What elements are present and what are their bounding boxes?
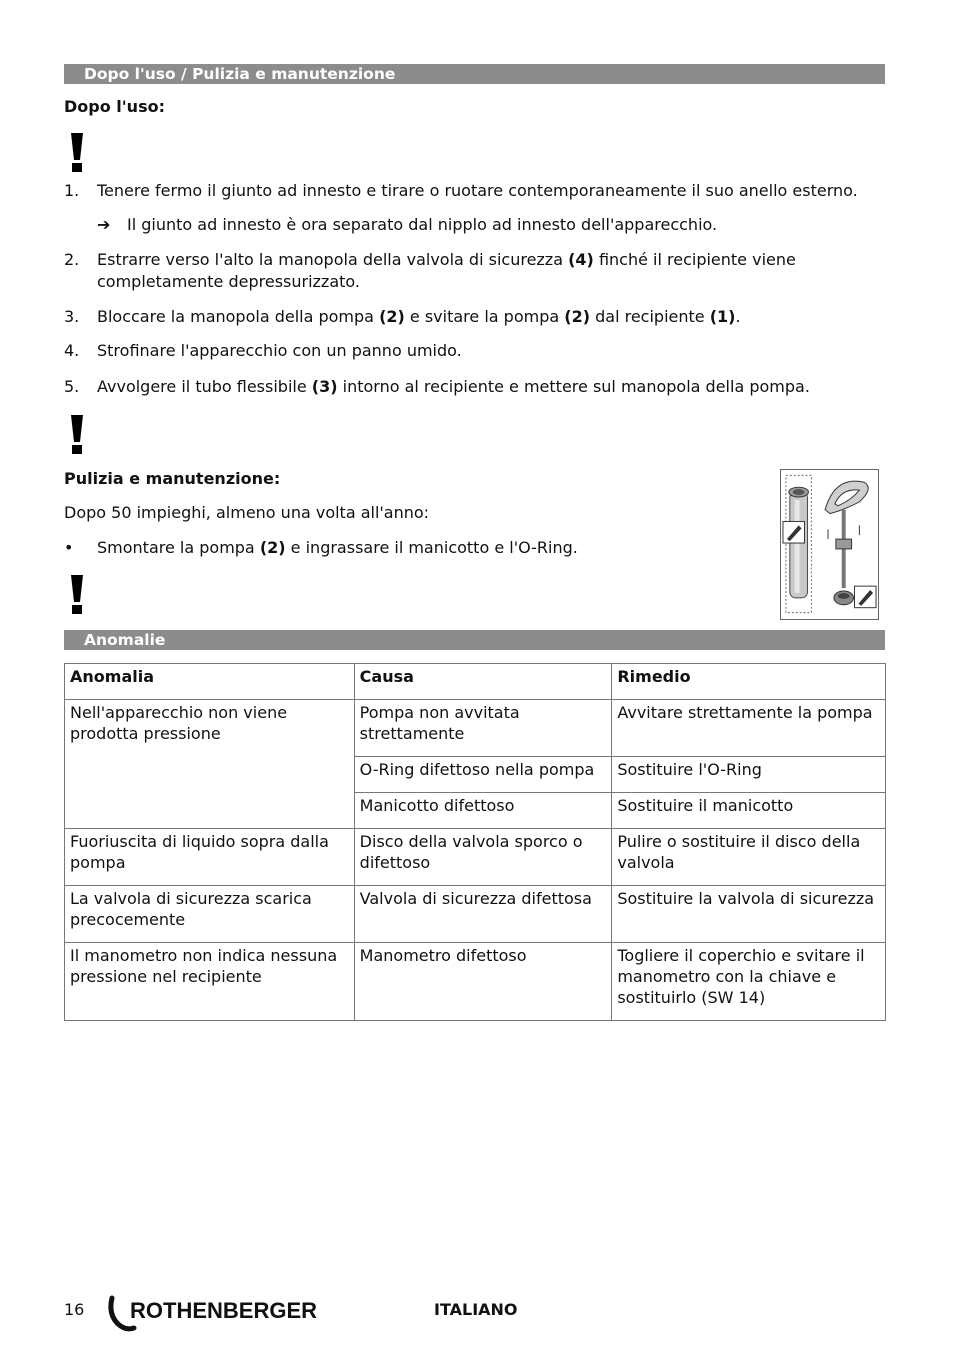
column-header: Anomalia xyxy=(65,664,355,700)
step-number: 3. xyxy=(64,307,80,326)
step-text xyxy=(97,376,886,398)
remedy-cell: Sostituire il manicotto xyxy=(612,793,886,829)
cause-cell: Manicotto difettoso xyxy=(354,793,612,829)
column-header: Rimedio xyxy=(612,664,886,700)
cause-cell: Pompa non avvitata strettamente xyxy=(354,700,612,757)
step-1 xyxy=(64,180,886,202)
part-reference: (2) xyxy=(564,307,591,326)
bullet-symbol: • xyxy=(64,538,74,557)
cause-cell: Manometro difettoso xyxy=(354,943,612,1021)
rothenberger-logo xyxy=(108,1294,348,1332)
table-row xyxy=(65,700,886,757)
step-number: 5. xyxy=(64,377,80,396)
step-3 xyxy=(64,306,886,328)
text-run: . xyxy=(735,307,741,326)
part-reference: (4) xyxy=(568,250,594,269)
table-row xyxy=(65,943,886,1021)
text-run: dal recipiente xyxy=(590,307,710,326)
language-label: ITALIANO xyxy=(434,1300,518,1319)
anomaly-cell: Il manometro non indica nessuna pressione nel recipiente xyxy=(65,943,355,1021)
maintenance-intro: Dopo 50 impieghi, almeno una volta all'anno: xyxy=(64,503,430,522)
step-5 xyxy=(64,376,886,398)
result-text: Il giunto ad innesto è ora separato dal nipplo ad innesto dell'apparecchio. xyxy=(127,215,718,234)
right-arrow-icon: ➔ xyxy=(97,215,111,234)
step-number: 4. xyxy=(64,341,80,360)
exclamation-warning-icon xyxy=(66,133,88,173)
remedy-cell: Togliere il coperchio e svitare il manometro con la chiave e sostituirlo (SW 14) xyxy=(612,943,886,1021)
after-use-title: Dopo l'uso: xyxy=(64,97,165,116)
maintenance-bullet xyxy=(64,537,764,559)
step-4 xyxy=(64,340,886,362)
text-run: Bloccare la manopola della pompa xyxy=(97,307,380,326)
table-header-row xyxy=(65,664,886,700)
anomaly-cell: La valvola di sicurezza scarica precocemente xyxy=(65,886,355,943)
remedy-cell: Sostituire l'O-Ring xyxy=(612,757,886,793)
remedy-cell: Sostituire la valvola di sicurezza xyxy=(612,886,886,943)
part-reference: (1) xyxy=(709,307,736,326)
anomaly-cell: Fuoriuscita di liquido sopra dalla pompa xyxy=(65,829,355,886)
column-header: Causa xyxy=(354,664,612,700)
step-text xyxy=(97,306,886,328)
cause-cell: Valvola di sicurezza difettosa xyxy=(354,886,612,943)
table-row xyxy=(65,829,886,886)
brand-name: ROTHENBERGER xyxy=(130,1298,318,1323)
pump-lubrication-illustration xyxy=(780,469,879,620)
step-text: Tenere fermo il giunto ad innesto e tirare o ruotare contemporaneamente il suo anello esterno. xyxy=(97,181,858,200)
anomalies-table xyxy=(64,663,886,1021)
maintenance-title: Pulizia e manutenzione: xyxy=(64,469,281,488)
text-run: Estrarre verso l'alto la manopola della valvola di sicurezza xyxy=(97,250,569,269)
page-number: 16 xyxy=(64,1300,85,1319)
text-run: e svitare la pompa xyxy=(404,307,565,326)
step-2 xyxy=(64,249,886,293)
cause-cell: O-Ring difettoso nella pompa xyxy=(354,757,612,793)
remedy-cell: Avvitare strettamente la pompa xyxy=(612,700,886,757)
table-row xyxy=(65,886,886,943)
cause-cell: Disco della valvola sporco o difettoso xyxy=(354,829,612,886)
section-header-after-use: Dopo l'uso / Pulizia e manutenzione xyxy=(64,64,885,84)
part-reference: (2) xyxy=(259,538,286,557)
exclamation-warning-icon xyxy=(66,575,88,615)
part-reference: (2) xyxy=(379,307,405,326)
anomaly-cell: Nell'apparecchio non viene prodotta pressione xyxy=(65,700,355,829)
remedy-cell: Pulire o sostituire il disco della valvola xyxy=(612,829,886,886)
step-number: 2. xyxy=(64,250,80,269)
text-run: Smontare la pompa xyxy=(97,538,260,557)
text-run: Avvolgere il tubo flessibile xyxy=(97,377,312,396)
step-text: Strofinare l'apparecchio con un panno umido. xyxy=(97,341,462,360)
exclamation-warning-icon xyxy=(66,415,88,455)
part-reference: (3) xyxy=(311,377,338,396)
step-number: 1. xyxy=(64,181,80,200)
text-run: finché il recipiente viene completamente depressurizzato. xyxy=(97,250,796,291)
text-run: intorno al recipiente e mettere sul manopola della pompa. xyxy=(337,377,810,396)
bullet-text xyxy=(97,537,764,559)
step-text xyxy=(97,249,886,293)
section-header-anomalies: Anomalie xyxy=(64,630,885,650)
text-run: e ingrassare il manicotto e l'O-Ring. xyxy=(285,538,578,557)
step-1-result xyxy=(97,214,717,236)
